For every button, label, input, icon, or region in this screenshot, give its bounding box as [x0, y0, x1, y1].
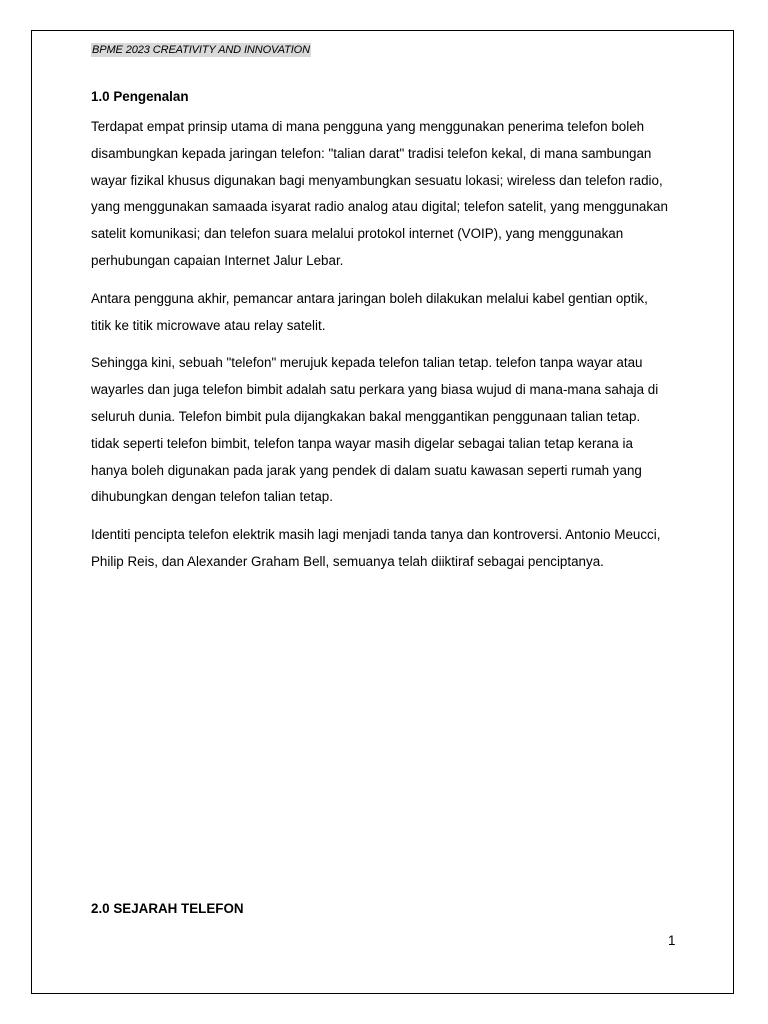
page-number: 1 — [668, 933, 676, 948]
paragraph: Antara pengguna akhir, pemancar antara jaringan boleh dilakukan melalui kabel gentian optik, titik ke titik microwave atau relay satelit. — [91, 290, 648, 333]
document-body — [91, 86, 671, 587]
section-heading-history: 2.0 SEJARAH TELEFON — [91, 901, 244, 916]
section-heading-introduction: 1.0 Pengenalan — [91, 89, 189, 104]
paragraph: Terdapat empat prinsip utama di mana pengguna yang menggunakan penerima telefon boleh disambungkan kepada jaringan telefon: "talian darat" tradisi telefon kekal, di mana sambungan wayar fizikal khusus digunakan bagi menyambungkan sesuatu lokasi; wireless dan telefon radio, yang menggunakan samaada isyarat radio analog atau digital; telefon satelit, yang menggunakan satelit komunikasi; dan telefon suara melalui protokol internet (VOIP), yang menggunakan perhubungan capaian Internet Jalur Lebar. — [91, 119, 668, 268]
paragraph: Sehingga kini, sebuah "telefon" merujuk kepada telefon talian tetap. telefon tanpa wayar atau wayarles dan juga telefon bimbit adalah satu perkara yang biasa wujud di mana-mana sahaja di seluruh dunia. Telefon bimbit pula dijangkakan bakal menggantikan penggunaan talian tetap. tidak seperti telefon bimbit, telefon tanpa wayar masih digelar sebagai talian tetap kerana ia hanya boleh digunakan pada jarak yang pendek di dalam suatu kawasan seperti rumah yang dihubungkan dengan telefon talian tetap. — [91, 355, 659, 505]
running-header: BPME 2023 CREATIVITY AND INNOVATION — [92, 44, 310, 56]
paragraph: Identiti pencipta telefon elektrik masih lagi menjadi tanda tanya dan kontroversi. Antonio Meucci, Philip Reis, dan Alexander Graham Bell, semuanya telah diiktiraf sebagai penciptanya. — [91, 527, 661, 569]
